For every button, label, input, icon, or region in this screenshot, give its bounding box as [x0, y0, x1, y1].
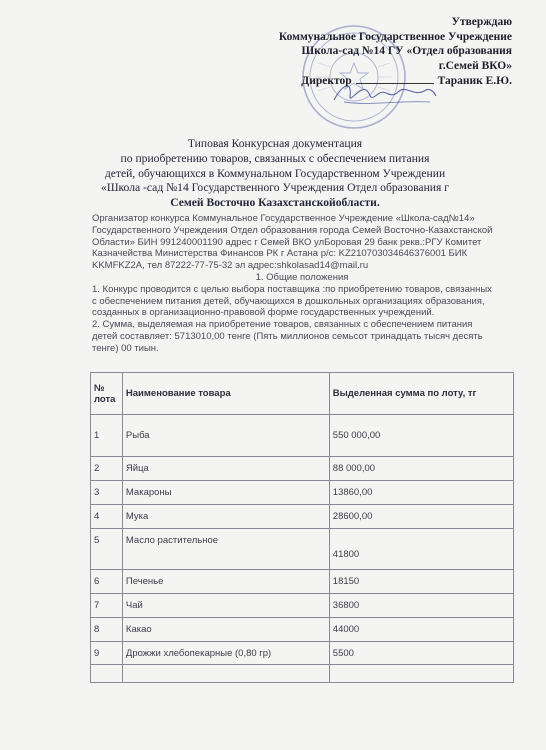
organizer-line-3: Области» БИН 991240001190 адрес г Семей ВКО улБоровая 29 банк рекв.:РГУ Комитет: [92, 236, 482, 248]
document-title: [60, 137, 490, 211]
table-row: [91, 618, 514, 642]
table-row: [91, 505, 514, 529]
lot-product: Печенье: [122, 570, 329, 594]
approval-city-line: г.Семей ВКО»: [438, 59, 512, 72]
lot-product: Какао: [122, 618, 329, 642]
approval-org-line: Коммунальное Государственное Учреждение: [278, 30, 512, 43]
lot-number: 7: [91, 594, 123, 618]
lot-product: Мука: [122, 505, 329, 529]
header-product-name: Наименование товара: [122, 373, 329, 415]
organizer-line-5: KKMFKZ2A, тел 87222-77-75-32 эл адрес:shkolasad14@mail.ru: [92, 260, 369, 272]
title-line-1: Типовая Конкурсная документация: [187, 137, 363, 150]
header-num-symbol: №: [94, 382, 105, 394]
lot-amount: 28600,00: [329, 505, 513, 529]
header-lot-number: [91, 373, 123, 415]
organizer-line-4: Казначейства Министерства Финансов РК г Астана р/с: KZ210703034646376001 БИК: [92, 248, 468, 260]
lot-amount: 13860,00: [329, 481, 513, 505]
organizer-line-2: Государственного Учреждения Отдел образования города Семей Восточно-Казахстанской: [92, 224, 493, 236]
lot-product: Дрожжи хлебопекарные (0,80 гр): [122, 642, 329, 665]
empty-cell: [91, 665, 123, 683]
lot-product: Масло растительное: [122, 529, 329, 570]
director-name: Тараник Е.Ю.: [437, 75, 512, 88]
table-row: [91, 481, 514, 505]
table-row: [91, 594, 514, 618]
lot-number: 1: [91, 415, 123, 457]
table-row: [91, 457, 514, 481]
handwritten-signature: [330, 76, 440, 110]
director-label: Директор: [301, 75, 352, 88]
title-line-4: «Школа -сад №14 Государственного Учреждения Отдел образования г: [101, 181, 449, 195]
lot-number: 5: [91, 529, 123, 570]
lot-product: Рыба: [122, 415, 329, 457]
lot-number: 6: [91, 570, 123, 594]
table-row: [91, 529, 514, 570]
approval-school-line: Школа-сад №14 ГУ «Отдел образования: [301, 45, 512, 58]
approval-heading: Утверждаю: [451, 16, 512, 28]
paragraph-2-line-1: 2. Сумма, выделяемая на приобретение товаров, связанных с обеспечением питания: [92, 319, 473, 331]
paragraph-1-line-1: 1. Конкурс проводится с целью выбора поставщика :по приобретению товаров, связанных: [92, 283, 492, 295]
table-row: [91, 642, 514, 665]
lot-number: 9: [91, 642, 123, 665]
title-line-2: по приобретению товаров, связанных с обеспечением питания: [120, 151, 430, 165]
document-body: [92, 213, 512, 355]
empty-cell: [329, 665, 513, 683]
lot-product: Чай: [122, 594, 329, 618]
header-allocated-amount: Выделенная сумма по лоту, тг: [329, 373, 513, 415]
table-row: [91, 415, 514, 457]
lot-amount: 44000: [329, 618, 513, 642]
title-line-3: детей, обучающихся в Коммунальном Государственном Учреждении: [104, 166, 446, 180]
lot-product: Яйца: [122, 457, 329, 481]
lot-number: 8: [91, 618, 123, 642]
lot-number: 2: [91, 457, 123, 481]
lots-table: [90, 372, 514, 683]
table-row-empty: [91, 665, 514, 683]
lot-product: Макароны: [122, 481, 329, 505]
section-heading: 1. Общие положения: [255, 271, 349, 283]
paragraph-2-line-3: тенге) 00 тиын.: [92, 342, 159, 354]
table-header-row: [91, 373, 514, 415]
lot-number: 3: [91, 481, 123, 505]
paragraph-2-line-2: детей составляет: 5713010,00 тенге (Пять миллионов семьсот тринадцать тысяч десять: [92, 330, 483, 342]
title-line-5: Семей Восточно Казахстанскойобласти.: [170, 196, 380, 210]
empty-cell: [122, 665, 329, 683]
header-num-word: лота: [94, 393, 116, 405]
lot-number: 4: [91, 505, 123, 529]
lot-amount: 36800: [329, 594, 513, 618]
paragraph-1-line-3: созданных в организационно-правовой форме государственных учреждений.: [92, 307, 435, 319]
lot-amount: 5500: [329, 642, 513, 665]
lot-amount: 88 000,00: [329, 457, 513, 481]
paragraph-1-line-2: с обеспечением питания детей, обучающихся в дошкольных организациях образования,: [92, 295, 485, 307]
lot-amount: 550 000,00: [329, 415, 513, 457]
organizer-line-1: Организатор конкурса Коммунальное Государственное Учреждение «Школа-сад№14»: [92, 213, 475, 224]
lot-amount: 18150: [329, 570, 513, 594]
lot-amount: 41800: [329, 529, 513, 570]
table-row: [91, 570, 514, 594]
